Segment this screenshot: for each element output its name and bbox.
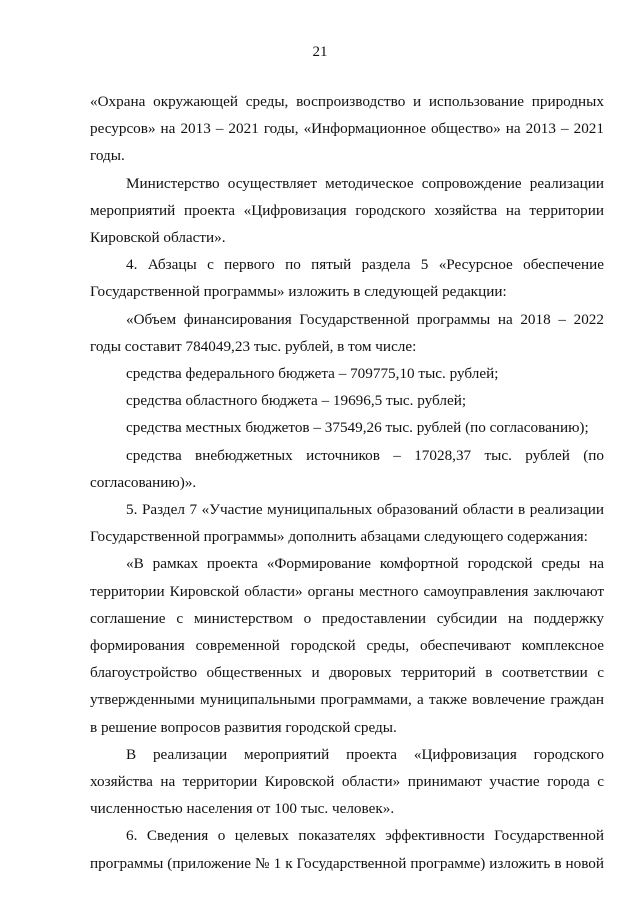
paragraph: Министерство осуществляет методическое сопровождение реализации мероприятий проекта «Цифровизация городского хозяйства на территории Кировской области».	[90, 174, 604, 247]
paragraph: средства внебюджетных источников – 17028,37 тыс. рублей (по согласованию)».	[90, 446, 604, 491]
page-number: 21	[312, 44, 328, 60]
document-body	[90, 88, 604, 877]
paragraph: «Объем финансирования Государственной программы на 2018 – 2022 годы составит 784049,23 тыс. рублей, в том числе:	[90, 310, 604, 355]
paragraph: 5. Раздел 7 «Участие муниципальных образований области в реализации Государственной программы» дополнить абзацами следующего содержания:	[90, 501, 604, 546]
paragraph: средства областного бюджета – 19696,5 тыс. рублей;	[126, 392, 467, 410]
paragraph: 6. Сведения о целевых показателях эффективности Государственной программы (приложение № 1 к Государственной программе) изложить в новой	[90, 827, 604, 872]
paragraph: В реализации мероприятий проекта «Цифровизация городского хозяйства на территории Кировской области» принимают участие города с численностью населения от 100 тыс. человек».	[90, 745, 604, 818]
paragraph: «Охрана окружающей среды, воспроизводство и использование природных ресурсов» на 2013 – 2021 годы, «Информационное общество» на 2013 – 2021 годы.	[90, 93, 604, 165]
paragraph: 4. Абзацы с первого по пятый раздела 5 «Ресурсное обеспечение Государственной программы» изложить в следующей редакции:	[90, 256, 604, 301]
paragraph: «В рамках проекта «Формирование комфортной городской среды на территории Кировской области» органы местного самоуправления заключают соглашение с министерством о предоставлении субсидии на поддержку формирования современной городской среды, обеспечивают комплексное благоустройство общественных и дворовых территорий в соответствии с утвержденными муниципальными программами, а также вовлечение граждан в решение вопросов развития городской среды.	[90, 555, 604, 736]
paragraph: средства федерального бюджета – 709775,10 тыс. рублей;	[126, 365, 499, 383]
paragraph: средства местных бюджетов – 37549,26 тыс. рублей (по согласованию);	[126, 419, 589, 437]
